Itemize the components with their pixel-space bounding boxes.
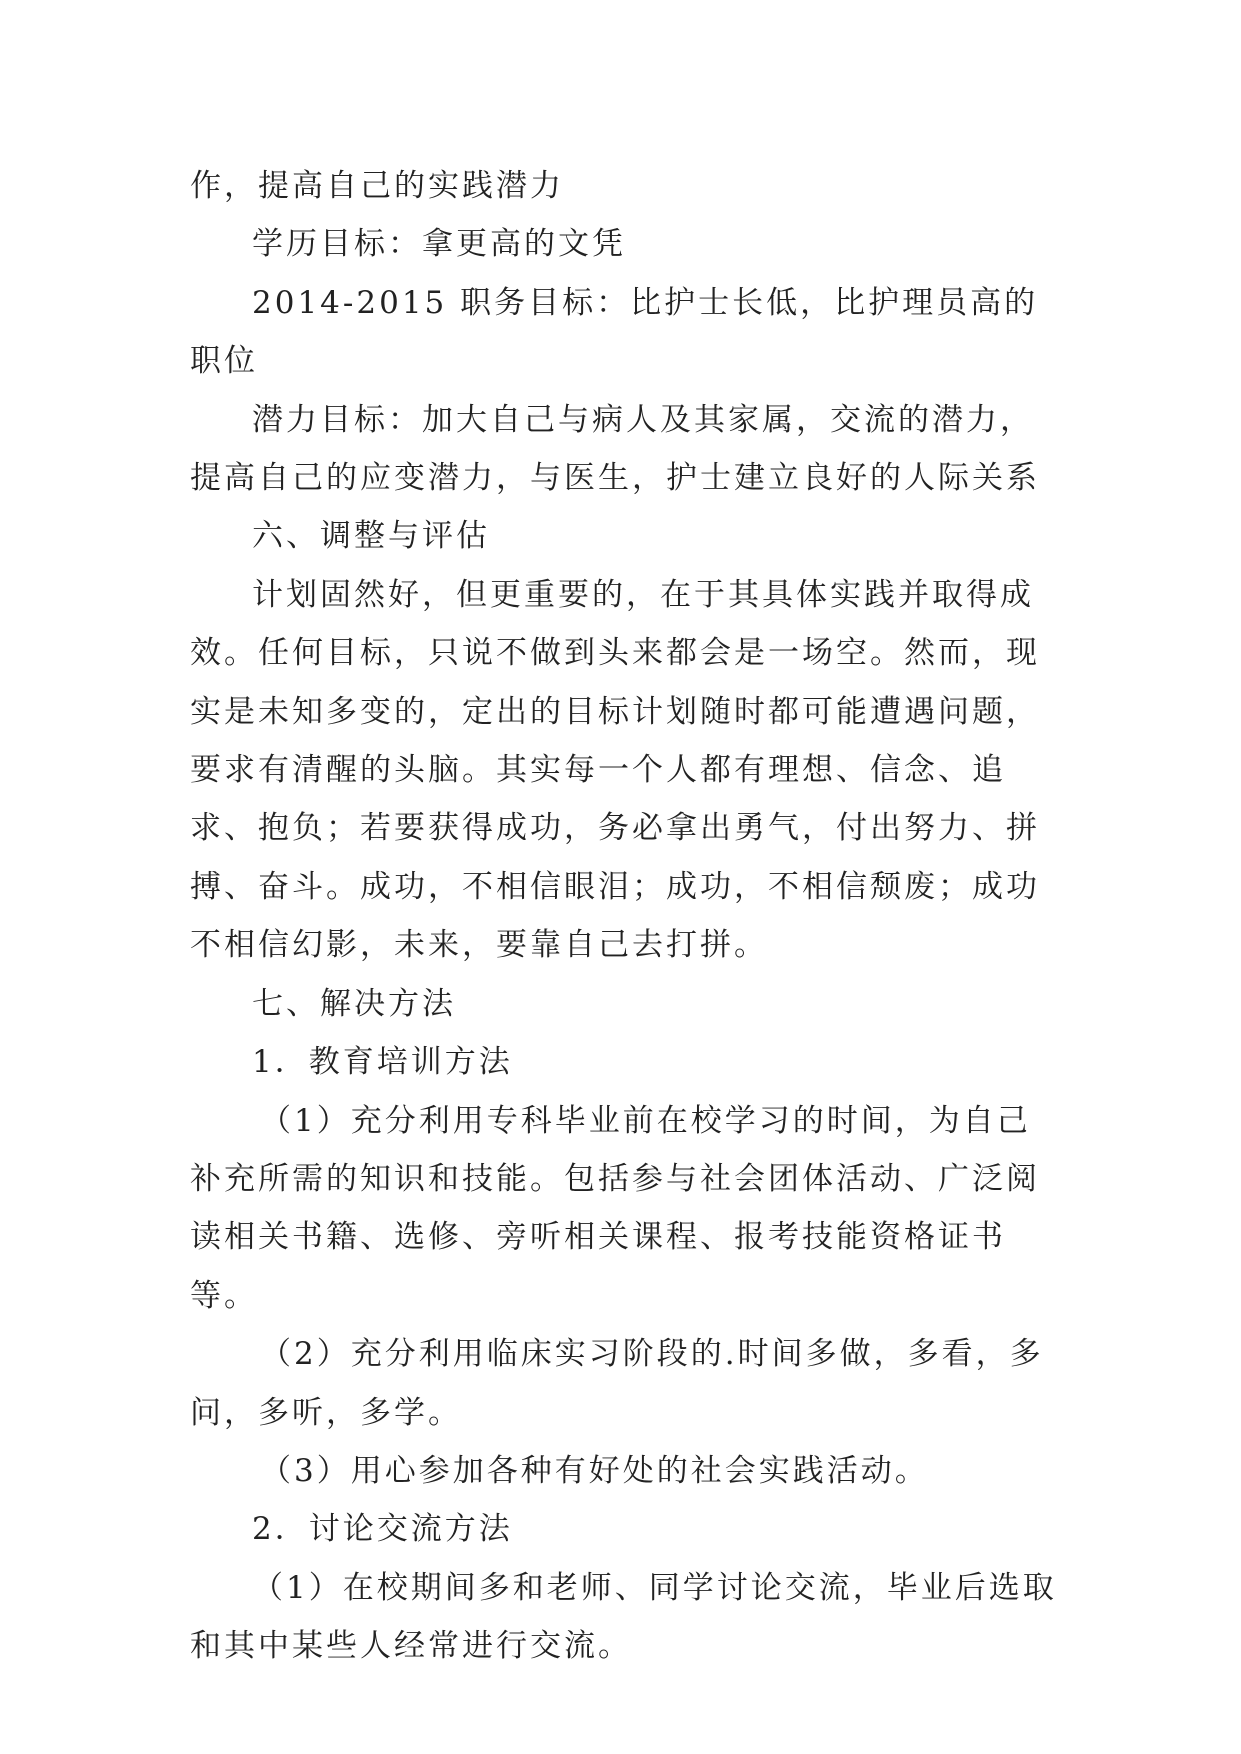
- paragraph-education-goal: 学历目标：拿更高的文凭: [252, 226, 626, 263]
- section-heading-solutions: 七、解决方法: [252, 985, 456, 1022]
- section-heading-adjust-evaluate: 六、调整与评估: [252, 518, 490, 555]
- paragraph-continuation: 作，提高自己的实践潜力: [190, 168, 564, 204]
- subheading-education-training: 1．教育培训方法: [252, 1044, 513, 1081]
- subheading-discussion-exchange: 2．讨论交流方法: [252, 1511, 513, 1548]
- list-item-3: （3）用心参加各种有好处的社会实践活动。: [260, 1452, 929, 1489]
- paragraph-ability-goal: 潜力目标：加大自己与病人及其家属，交流的潜力，提高自己的应变潜力，与医生，护士建立良好的人际关系: [190, 401, 1040, 497]
- list-item-2: （2）充分利用临床实习阶段的.时间多做，多看，多问，多听，多学。: [190, 1336, 1044, 1431]
- paragraph-position-goal: 2014-2015 职务目标：比护士长低，比护理员高的职位: [190, 284, 1039, 380]
- list-item-1: （1）充分利用专科毕业前在校学习的时间，为自己补充所需的知识和技能。包括参与社会团体活动、广泛阅读相关书籍、选修、旁听相关课程、报考技能资格证书等。: [190, 1102, 1040, 1314]
- document-body: [190, 157, 1060, 1676]
- paragraph-plan-practice: 计划固然好，但更重要的，在于其具体实践并取得成效。任何目标，只说不做到头来都会是一场空。然而，现实是未知多变的，定出的目标计划随时都可能遭遇问题，要求有清醒的头脑。其实每一个人都有理想、信念、追求、抱负；若要获得成功，务必拿出勇气，付出努力、拼搏、奋斗。成功，不相信眼泪；成功，不相信颓废；成功不相信幻影，未来，要靠自己去打拼。: [190, 576, 1040, 964]
- list-item-discussion-1: （1）在校期间多和老师、同学讨论交流，毕业后选取和其中某些人经常进行交流。: [190, 1569, 1057, 1665]
